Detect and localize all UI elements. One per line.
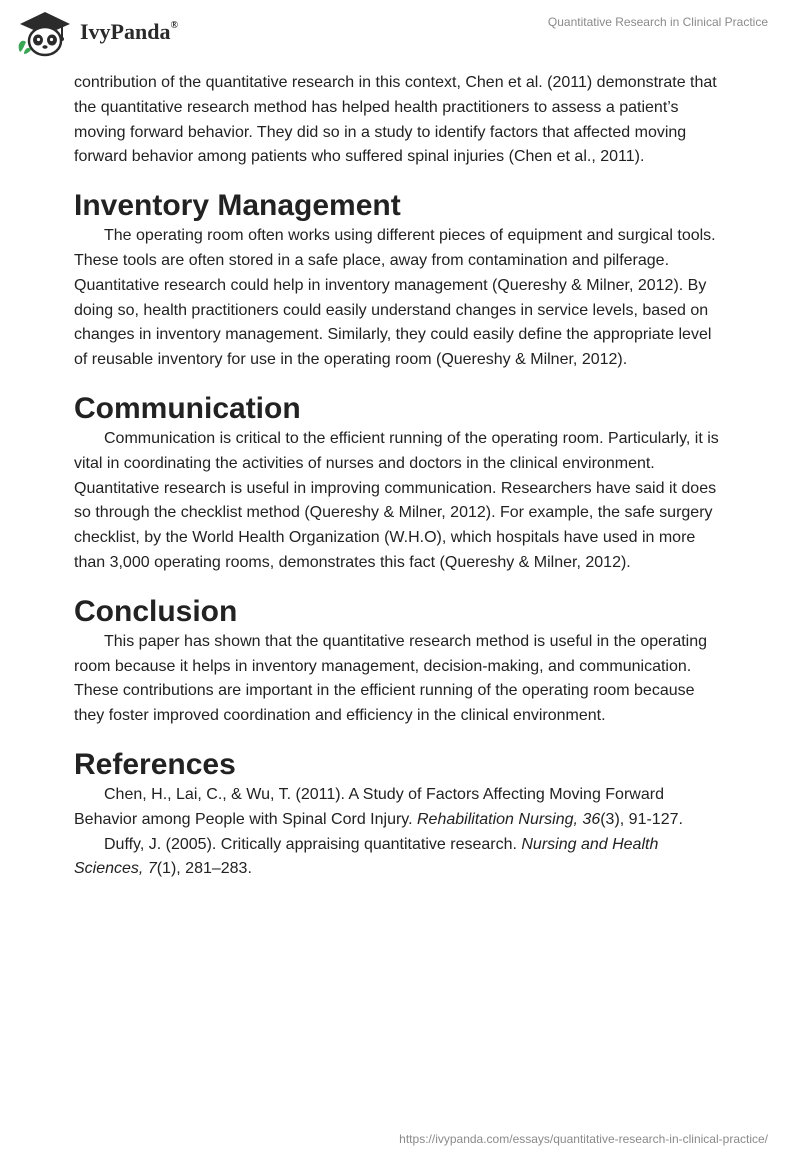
footer-url-link[interactable]: https://ivypanda.com/essays/quantitative-research-in-clinical-practice/ [399,1132,768,1146]
inventory-paragraph: The operating room often works using different pieces of equipment and surgical tools. These tools are often stored in a safe place, away from contamination and pilferage. Quantitative research could help in inventory management (Quereshy & Milner, 2012). By doing so, health practitioners could easily understand changes in service levels, based on changes in inventory management. Similarly, they could easily define the appropriate level of reusable inventory for use in the operating room (Quereshy & Milner, 2012). [74,227,716,369]
section-heading-references: References [74,747,236,781]
reference-tail: (3), 91-127. [600,810,683,828]
section-heading-inventory: Inventory Management [74,189,401,223]
section-heading-conclusion: Conclusion [74,594,238,628]
reference-tail: (1), 281–283. [156,860,252,878]
reference-item [74,833,728,883]
conclusion-paragraph: This paper has shown that the quantitative research method is useful in the operating room because it helps in inventory management, decision-making, and communication. These contributions are important in the efficient running of the operating room because they foster improved coordination and efficiency in the clinical environment. [74,632,708,725]
communication-paragraph: Communication is critical to the efficient running of the operating room. Particularly, it is vital in coordinating the activities of nurses and doctors in the clinical environment. Quantitative research is useful in improving communication. Researchers have said it does so through the checklist method (Quereshy & Milner, 2012). For example, the safe surgery checklist, by the World Health Organization (W.H.O), which hospitals have used in more than 3,000 operating rooms, demonstrates this fact (Quereshy & Milner, 2012). [74,429,719,571]
reference-lead: Chen, H., Lai, C., & Wu, T. (2011). A Study of Factors Affecting Moving Forward Behavior among People with Spinal Cord Injury. [74,785,664,828]
running-title: Quantitative Research in Clinical Practice [547,15,768,29]
registered-mark: ® [170,19,178,31]
reference-lead: Duffy, J. (2005). Critically appraising quantitative research. [104,835,522,853]
section-heading-communication: Communication [74,391,301,425]
page-header [0,0,800,64]
reference-item [74,783,728,833]
document-body [74,71,728,882]
intro-paragraph: contribution of the quantitative research in this context, Chen et al. (2011) demonstrate that the quantitative research method has helped health practitioners to assess a patient’s moving forward behavior. They did so in a study to identify factors that affected moving forward behavior among patients who suffered spinal injuries (Chen et al., 2011). [74,74,717,166]
graduation-panda-icon[interactable] [14,8,76,58]
brand-text: IvyPanda [80,19,171,44]
brand-name[interactable] [80,19,178,45]
reference-source: Nursing and Health Sciences, 7 [74,835,659,878]
reference-source: Rehabilitation Nursing, 36 [417,810,601,828]
